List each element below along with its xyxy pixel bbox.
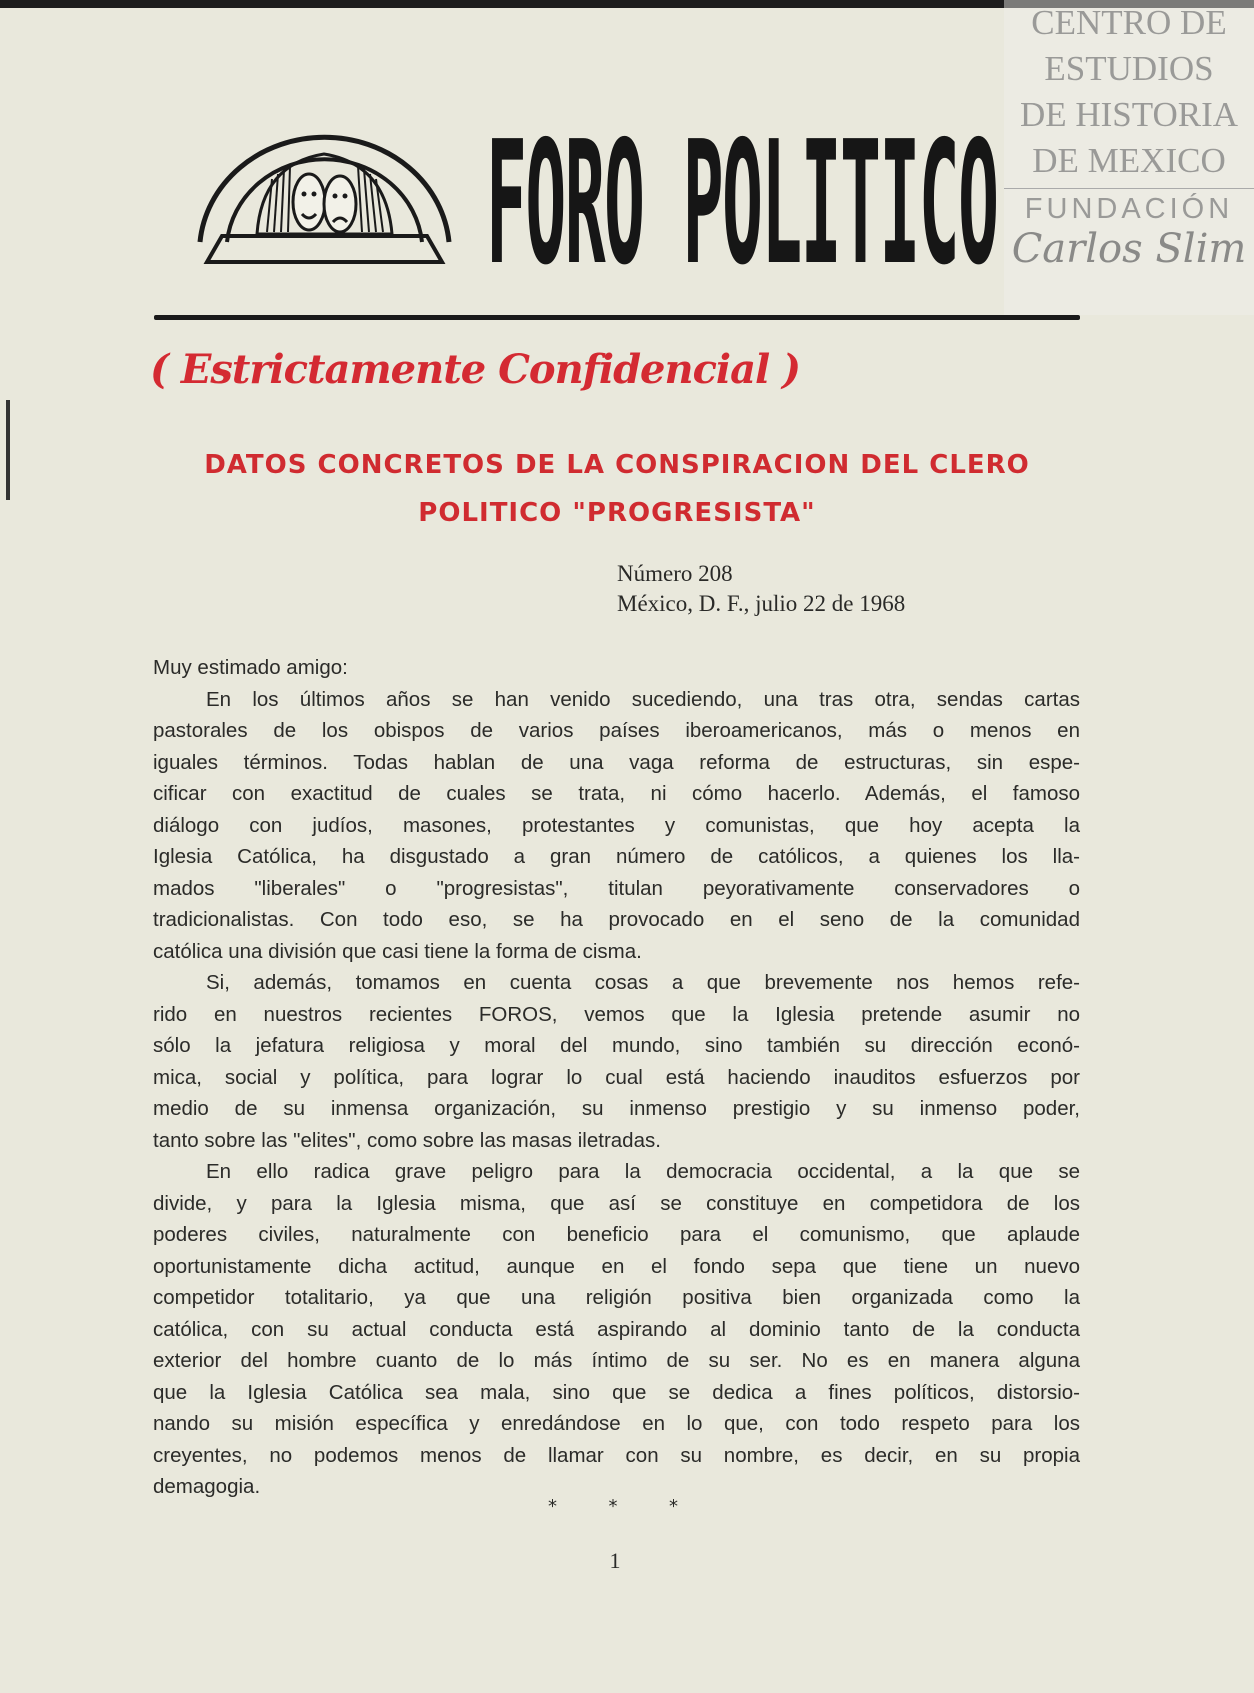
salutation: Muy estimado amigo:	[153, 656, 348, 679]
confidential-label: ( Estrictamente Confidencial )	[150, 346, 801, 393]
watermark-foundation: FUNDACIÓN	[1024, 193, 1234, 225]
archive-watermark	[1004, 0, 1254, 315]
text-line: competidor totalitario, ya que una religión positiva bien organizada como la	[153, 1286, 1080, 1309]
masthead-rule	[154, 315, 1080, 320]
text-line: oportunistamente dicha actitud, aunque en el fondo sepa que tiene un nuevo	[153, 1254, 1080, 1278]
text-line: Si, además, tomamos en cuenta cosas a que brevemente nos hemos refe-	[206, 971, 1080, 994]
text-line: creyentes, no podemos menos de llamar con su nombre, es decir, en su propia	[153, 1443, 1080, 1467]
text-line: mica, social y política, para lograr lo cual está haciendo inauditos esfuerzos por	[153, 1065, 1080, 1089]
text-line: católica, con su actual conducta está aspirando al dominio tanto de la conducta	[153, 1317, 1080, 1341]
watermark-divider	[1004, 188, 1254, 189]
text-line: sólo la jefatura religiosa y moral del mundo, sino también su dirección econó-	[153, 1034, 1080, 1057]
separator-star: *	[608, 1496, 618, 1517]
theatre-masks-logo	[192, 124, 457, 269]
scan-left-edge	[6, 400, 10, 500]
text-line: divide, y para la Iglesia misma, que así se constituye en competidora de los	[153, 1191, 1080, 1215]
text-line: En los últimos años se han venido sucediendo, una tras otra, sendas cartas	[206, 687, 1080, 711]
separator-star: *	[669, 1496, 678, 1517]
text-line: Iglesia Católica, ha disgustado a gran número de católicos, a quienes los lla-	[153, 845, 1080, 868]
text-line: En ello radica grave peligro para la democracia occidental, a la que se	[206, 1160, 1080, 1183]
text-line: poderes civiles, naturalmente con beneficio para el comunismo, que aplaude	[153, 1223, 1080, 1246]
text-line: diálogo con judíos, masones, protestantes y comunistas, que hoy acepta la	[153, 813, 1080, 837]
text-line: católica una división que casi tiene la forma de cisma.	[153, 939, 642, 963]
text-line: cificar con exactitud de cuales se trata, ni cómo hacerlo. Además, el famoso	[153, 782, 1080, 805]
text-line: mados "liberales" o "progresistas", titulan peyorativamente conservadores o	[153, 876, 1080, 900]
headline-line-1: DATOS CONCRETOS DE LA CONSPIRACION DEL CLERO	[204, 450, 1030, 480]
masthead-title: FORO POLITICO	[486, 105, 998, 303]
text-line: tradicionalistas. Con todo eso, se ha provocado en el seno de la comunidad	[153, 908, 1080, 931]
text-line: pastorales de los obispos de varios países iberoamericanos, más o menos en	[153, 719, 1080, 742]
letter-body	[153, 652, 1080, 1503]
text-line: medio de su inmensa organización, su inmenso prestigio y su inmenso poder,	[153, 1097, 1080, 1120]
text-line: iguales términos. Todas hablan de una vaga reforma de estructuras, sin espe-	[153, 750, 1080, 774]
text-line: rido en nuestros recientes FOROS, vemos que la Iglesia pretende asumir no	[153, 1002, 1080, 1026]
watermark-line: DE HISTORIA	[1019, 95, 1239, 134]
text-line: exterior del hombre cuanto de lo más íntimo de su ser. No es en manera alguna	[153, 1349, 1080, 1372]
issue-number: Número 208	[617, 561, 733, 586]
text-line: nando su misión específica y enredándose en lo que, con todo respeto para los	[153, 1412, 1080, 1435]
issue-date: México, D. F., julio 22 de 1968	[617, 591, 906, 616]
text-line: que la Iglesia Católica sea mala, sino que se dedica a fines políticos, distorsio-	[153, 1380, 1080, 1404]
separator-star: *	[548, 1496, 557, 1517]
watermark-line: CENTRO DE	[1031, 3, 1227, 42]
headline-line-2: POLITICO "PROGRESISTA"	[418, 498, 816, 528]
text-line: demagogia.	[153, 1475, 261, 1498]
section-separator	[548, 1496, 678, 1517]
watermark-line: DE MEXICO	[1032, 141, 1226, 180]
watermark-signature: Carlos Slim	[1011, 226, 1247, 272]
page-number: 1	[609, 1548, 621, 1573]
text-line: tanto sobre las "elites", como sobre las masas iletradas.	[153, 1128, 661, 1152]
watermark-line: ESTUDIOS	[1044, 49, 1214, 88]
